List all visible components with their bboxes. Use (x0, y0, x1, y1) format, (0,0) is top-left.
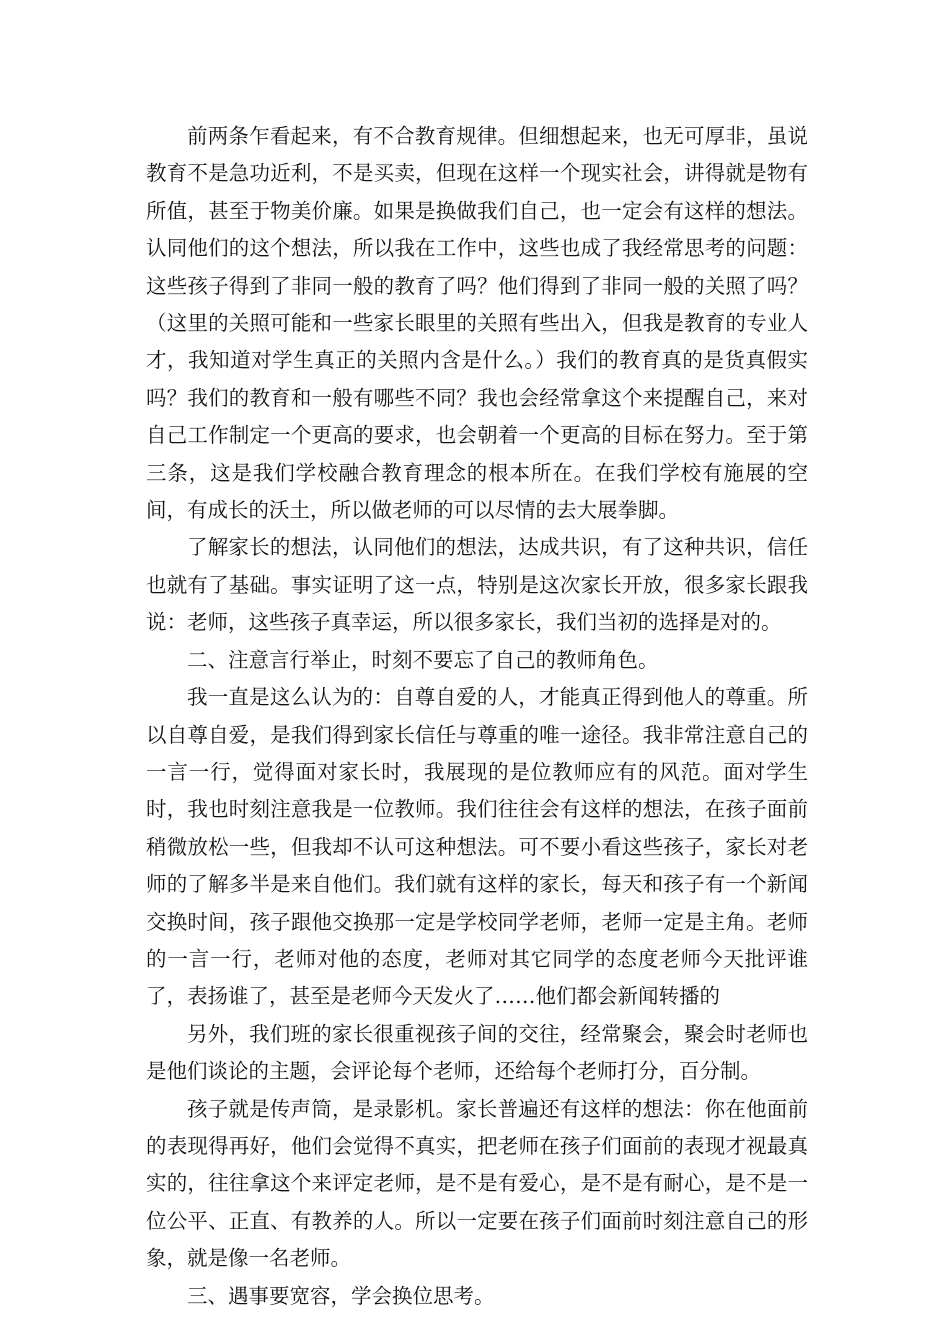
section-heading: 二、注意言行举止，时刻不要忘了自己的教师角色。 (187, 647, 659, 672)
paragraph: 孩子就是传声筒，是录影机。家长普遍还有这样的想法：你在他面前的表现得再好，他们会觉得不真实，把老师在孩子们面前的表现才视最真实的，往往拿这个来评定老师，是不是有爱心，是不是有耐心，是不是一位公平、正直、有教养的人。所以一定要在孩子们面前时刻注意自己的形象，就是像一名老师。 (146, 1096, 808, 1271)
paragraph: 了解家长的想法，认同他们的想法，达成共识，有了这种共识，信任也就有了基础。事实证明了这一点，特别是这次家长开放，很多家长跟我说：老师，这些孩子真幸运，所以很多家长，我们当初的选择是对的。 (146, 535, 808, 635)
paragraph: 另外，我们班的家长很重视孩子间的交往，经常聚会，聚会时老师也是他们谈论的主题，会评论每个老师，还给每个老师打分，百分制。 (146, 1021, 808, 1084)
document-body (146, 118, 808, 1315)
section-heading: 三、遇事要宽容，学会换位思考。 (187, 1283, 495, 1308)
paragraph: 我一直是这么认为的：自尊自爱的人，才能真正得到他人的尊重。所以自尊自爱，是我们得到家长信任与尊重的唯一途径。我非常注意自己的一言一行，觉得面对家长时，我展现的是位教师应有的风范。面对学生时，我也时刻注意我是一位教师。我们往往会有这样的想法，在孩子面前稍微放松一些，但我却不认可这种想法。可不要小看这些孩子，家长对老师的了解多半是来自他们。我们就有这样的家长，每天和孩子有一个新闻交换时间，孩子跟他交换那一定是学校同学老师，老师一定是主角。老师的一言一行，老师对他的态度，老师对其它同学的态度老师今天批评谁了，表扬谁了，甚至是老师今天发火了……他们都会新闻转播的 (146, 685, 808, 1009)
paragraph: 前两条乍看起来，有不合教育规律。但细想起来，也无可厚非，虽说教育不是急功近利，不是买卖，但现在这样一个现实社会，讲得就是物有所值，甚至于物美价廉。如果是换做我们自己，也一定会有这样的想法。认同他们的这个想法，所以我在工作中，这些也成了我经常思考的问题：这些孩子得到了非同一般的教育了吗？他们得到了非同一般的关照了吗？（这里的关照可能和一些家长眼里的关照有些出入，但我是教育的专业人才，我知道对学生真正的关照内含是什么。）我们的教育真的是货真假实吗？我们的教育和一般有哪些不同？我也会经常拿这个来提醒自己，来对自己工作制定一个更高的要求，也会朝着一个更高的目标在努力。至于第三条，这是我们学校融合教育理念的根本所在。在我们学校有施展的空间，有成长的沃土，所以做老师的可以尽情的去大展拳脚。 (146, 124, 808, 523)
